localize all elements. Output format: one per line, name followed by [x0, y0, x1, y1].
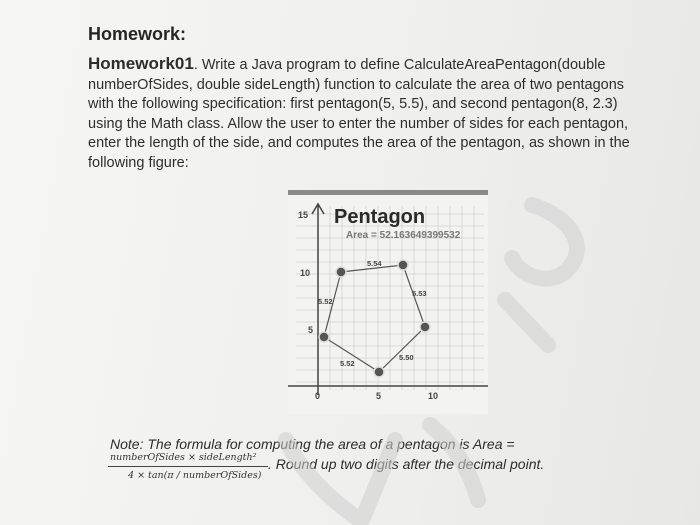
figure-area-label: Area = 52.163649399532 — [346, 230, 461, 241]
formula-note-tail: . Round up two digits after the decimal point. — [268, 456, 545, 472]
y-tick-15: 15 — [298, 210, 309, 220]
task-description — [88, 54, 648, 174]
side-label-bottom-left: 5.52 — [340, 359, 355, 368]
task-text: . Write a Java program to define CalculateAreaPentagon(double numberOfSides, double sideLength) function to calculate the area of two pentagons with the following specification: first pentagon(5, 5.5), and second pentagon(8, 2.3) using the Math class. Allow the user to enter the number of sides for each pentagon, enter the length of the side, and computes the area of the pentagon, as shown in the following figure: — [88, 57, 630, 171]
y-tick-5: 5 — [308, 325, 314, 335]
x-tick-0: 0 — [315, 391, 321, 401]
side-label-right: 5.53 — [412, 289, 427, 298]
task-label: Homework01 — [88, 54, 194, 73]
formula-denominator: 4 × tan(π / numberOfSides) — [128, 470, 262, 481]
formula-note: Note: The formula for computing the area of a pentagon is Area = — [110, 436, 515, 452]
formula-fraction-bar — [108, 466, 268, 467]
homework-heading: Homework: — [88, 24, 187, 44]
x-tick-5: 5 — [376, 391, 382, 401]
side-label-left: 5.52 — [318, 297, 333, 306]
pentagon-figure — [288, 190, 488, 414]
pentagon-plot — [288, 190, 488, 414]
plot-top-bar — [288, 190, 488, 195]
figure-title: Pentagon — [334, 206, 426, 228]
side-label-bottom-right: 5.50 — [399, 353, 414, 362]
y-tick-10: 10 — [300, 268, 311, 278]
x-tick-10: 10 — [428, 391, 439, 401]
formula-numerator: numberOfSides × sideLength² — [110, 452, 257, 463]
side-label-top: 5.54 — [367, 259, 382, 268]
